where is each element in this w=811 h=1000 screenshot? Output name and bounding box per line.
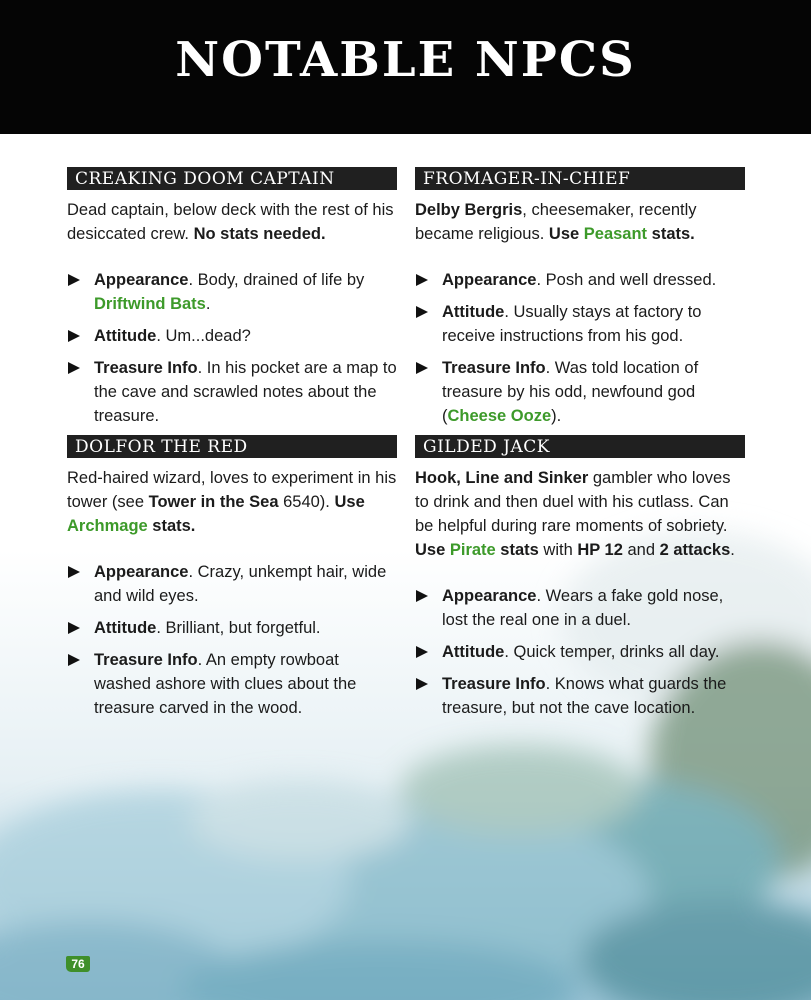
- attitude-bullet: [67, 324, 397, 348]
- bullet-label: Attitude: [94, 327, 157, 345]
- bullet-text: . Usually stays at factory to receive instructions from his god.: [442, 303, 702, 345]
- intro-text: 6540).: [278, 493, 335, 511]
- npc-name: Delby Bergris: [415, 201, 523, 219]
- appearance-bullet: [415, 268, 745, 292]
- section-header: FROMAGER-IN-CHIEF: [415, 167, 745, 190]
- npc-intro: [67, 198, 397, 246]
- triangle-bullet-icon: [68, 330, 80, 342]
- npc-section-fromager-in-chief: [415, 167, 745, 436]
- bullet-text: ).: [551, 407, 562, 425]
- bullet-text: . Quick temper, drinks all day.: [504, 643, 720, 661]
- bullet-text: . Knows what guards the treasure, but not the cave location.: [442, 675, 727, 717]
- section-header: GILDED JACK: [415, 435, 745, 458]
- intro-text: Red-haired wizard, loves to experiment in his tower (see: [67, 469, 397, 511]
- bullet-label: Appearance: [442, 271, 537, 289]
- treasure-info-bullet: [415, 356, 745, 428]
- triangle-bullet-icon: [68, 362, 80, 374]
- triangle-bullet-icon: [68, 274, 80, 286]
- reference-text: Tower in the Sea: [148, 493, 279, 511]
- npc-details: [67, 268, 397, 428]
- bullet-text: . Was told location of treasure by his odd, newfound god (: [442, 359, 699, 425]
- bullet-label: Attitude: [442, 643, 505, 661]
- npc-details: [415, 268, 745, 428]
- treasure-info-bullet: [67, 648, 397, 720]
- bullet-text: . Um...dead?: [156, 327, 251, 345]
- page-title: NOTABLE NPCS: [175, 32, 636, 88]
- attitude-bullet: [67, 616, 397, 640]
- triangle-bullet-icon: [416, 678, 428, 690]
- reference-link[interactable]: Archmage: [67, 517, 148, 535]
- stat-value: HP 12: [577, 541, 623, 559]
- stats-note: Use: [548, 225, 584, 243]
- bullet-label: Appearance: [94, 271, 189, 289]
- npc-details: [67, 560, 397, 720]
- bullet-label: Treasure Info: [94, 359, 198, 377]
- stats-note: Use: [415, 541, 450, 559]
- npc-intro: [415, 466, 745, 562]
- triangle-bullet-icon: [416, 646, 428, 658]
- intro-text: and: [622, 541, 660, 559]
- stats-note: Use: [334, 493, 365, 511]
- npc-intro: [415, 198, 745, 246]
- bullet-label: Treasure Info: [442, 675, 546, 693]
- npc-section-dolfor-the-red: [67, 435, 397, 728]
- npc-intro: [67, 466, 397, 538]
- bullet-label: Attitude: [442, 303, 505, 321]
- attitude-bullet: [415, 300, 745, 348]
- reference-link[interactable]: Cheese Ooze: [447, 407, 552, 425]
- stat-value: 2 attacks: [659, 541, 731, 559]
- npc-section-creaking-doom-captain: [67, 167, 397, 436]
- section-header: CREAKING DOOM CAPTAIN: [67, 167, 397, 190]
- bullet-text: . Body, drained of life by: [188, 271, 365, 289]
- reference-link[interactable]: Driftwind Bats: [94, 295, 206, 313]
- intro-text: .: [730, 541, 735, 559]
- triangle-bullet-icon: [416, 590, 428, 602]
- bullet-text: .: [205, 295, 211, 313]
- treasure-info-bullet: [415, 672, 745, 720]
- bullet-label: Appearance: [442, 587, 537, 605]
- title-banner: [0, 0, 811, 134]
- reference-text: Hook, Line and Sinker: [415, 469, 589, 487]
- bullet-label: Treasure Info: [442, 359, 546, 377]
- bullet-text: . An empty rowboat washed ashore with clues about the treasure carved in the wood.: [94, 651, 357, 717]
- section-header: DOLFOR THE RED: [67, 435, 397, 458]
- intro-text: , cheesemaker, recently became religious.: [415, 201, 697, 243]
- stats-note: stats.: [647, 225, 695, 243]
- bullet-text: . Crazy, unkempt hair, wide and wild eyes.: [94, 563, 387, 605]
- intro-text: gambler who loves to drink and then duel with his cutlass. Can be helpful during rare moments of sobriety.: [415, 469, 731, 535]
- bullet-text: . In his pocket are a map to the cave and scrawled notes about the treasure.: [94, 359, 397, 425]
- triangle-bullet-icon: [68, 654, 80, 666]
- attitude-bullet: [415, 640, 745, 664]
- appearance-bullet: [67, 268, 397, 316]
- bullet-text: . Posh and well dressed.: [536, 271, 717, 289]
- npc-details: [415, 584, 745, 720]
- intro-text: with: [538, 541, 578, 559]
- appearance-bullet: [67, 560, 397, 608]
- bullet-label: Appearance: [94, 563, 189, 581]
- appearance-bullet: [415, 584, 745, 632]
- reference-link[interactable]: Pirate: [449, 541, 496, 559]
- bullet-label: Attitude: [94, 619, 157, 637]
- stats-note: stats: [495, 541, 539, 559]
- triangle-bullet-icon: [416, 274, 428, 286]
- triangle-bullet-icon: [68, 566, 80, 578]
- triangle-bullet-icon: [68, 622, 80, 634]
- treasure-info-bullet: [67, 356, 397, 428]
- intro-text: Dead captain, below deck with the rest of his desiccated crew.: [67, 201, 394, 243]
- page-number-badge: 76: [66, 956, 90, 972]
- bullet-text: . Brilliant, but forgetful.: [156, 619, 321, 637]
- stats-note: No stats needed.: [193, 225, 326, 243]
- npc-section-gilded-jack: [415, 435, 745, 728]
- triangle-bullet-icon: [416, 362, 428, 374]
- bullet-label: Treasure Info: [94, 651, 198, 669]
- reference-link[interactable]: Peasant: [583, 225, 648, 243]
- stats-note: stats.: [147, 517, 196, 535]
- triangle-bullet-icon: [416, 306, 428, 318]
- bullet-text: . Wears a fake gold nose, lost the real one in a duel.: [442, 587, 724, 629]
